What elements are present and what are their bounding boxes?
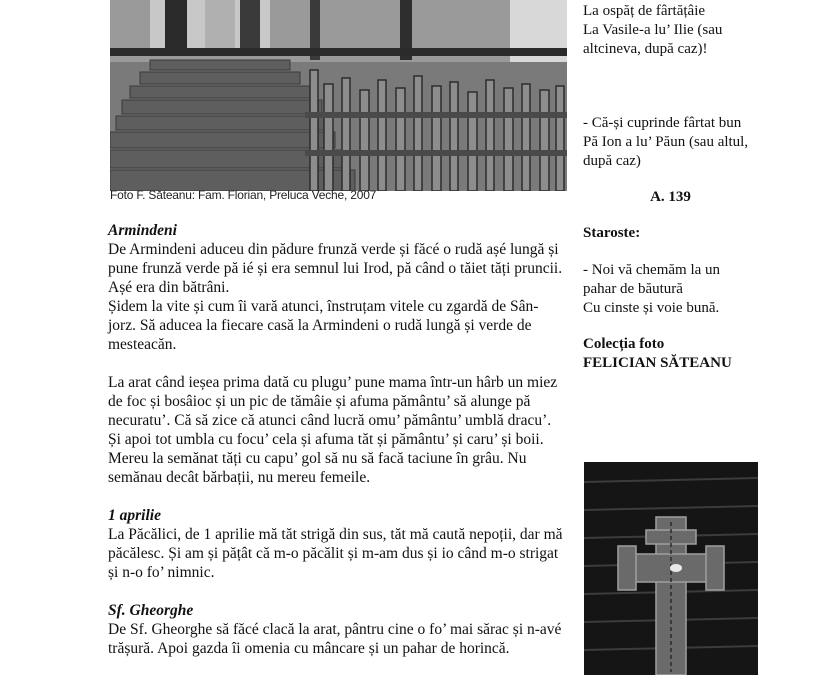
heading-armindeni: Armindeni — [108, 222, 177, 239]
photo-caption: Foto F. Săteanu: Fam. Florian, Preluca Veche, 2007 — [110, 188, 377, 202]
paragraph: Mereu la semănat tăți cu capu’ gol să nu să facă taciune în grâu. Nu semănau decât bărbații, nu mereu femeile. — [108, 450, 527, 486]
paragraph: De Sf. Gheorghe să făcé clacă la arat, pântru cine o fo’ mai sărac și n-avé trășură. Apoi gazda îi omenia cu mâncare și un pahar de horincă. — [108, 621, 562, 657]
main-text-column — [108, 221, 563, 658]
side-photograph — [584, 462, 758, 675]
top-photograph — [110, 0, 567, 191]
verse-line: pahar de băutură — [583, 281, 683, 297]
verse-line: - Noi vă chemăm la un — [583, 262, 721, 278]
verse-line: La Vasile-a lu’ Ilie (sau — [583, 22, 723, 38]
verse-line: altcineva, după caz)! — [583, 41, 708, 57]
verse-line: după caz) — [583, 153, 641, 169]
section-code: A. 139 — [650, 189, 691, 205]
side-column — [583, 0, 783, 373]
paragraph: La arat când ieșea prima dată cu plugu’ pune mama într-un hârb un miez de foc și bosâioc și un pic de tămâie și afuma pământu’ să alunge pă necuratu’. Că să zice că atunci când lucră omu’ pământu’ umblă dracu’. Și apoi tot umbla cu focu’ cela și afuma tăt și pământu’ și caru’ și boii. — [108, 374, 558, 448]
cross-illustration — [584, 462, 758, 675]
heading-1-aprilie: 1 aprilie — [108, 507, 161, 524]
verse-line: Pă Ion a lu’ Păun (sau altul, — [583, 134, 749, 150]
verse-line: La ospăț de fârtățâie — [583, 3, 706, 19]
verse-line: Cu cinste și voie bună. — [583, 300, 720, 316]
verse-line: - Că-și cuprinde fârtat bun — [583, 115, 742, 131]
photo-credit-label: Colecția foto — [583, 336, 665, 352]
photo-credit-name: FELICIAN SĂTEANU — [583, 355, 732, 371]
photo-illustration — [110, 0, 567, 191]
paragraph: De Armindeni aduceu din pădure frunză verde și făcé o rudă așé lungă și pune frunză verde pă ié și era semnul lui Irod, pă când o tăiet tăți pruncii. Așé era din bătrâni. — [108, 241, 563, 296]
paragraph: La Păcălici, de 1 aprilie mă tăt strigă din sus, tăt mă caută nepoții, dar mă păcălesc. Și am și pățât că m-o păcălit și m-am dus și io când m-o strigat și n-o fo’ nimnic. — [108, 526, 563, 581]
heading-sf-gheorghe: Sf. Gheorghe — [108, 602, 194, 619]
paragraph: Șidem la vite și cum îi vară atunci, înstruțam vitele cu zgardă de Sân-jorz. Să aducea la fiecare casă la Armindeni o rudă lungă și verde de mesteacăn. — [108, 298, 539, 353]
role-label: Staroste: — [583, 225, 641, 241]
